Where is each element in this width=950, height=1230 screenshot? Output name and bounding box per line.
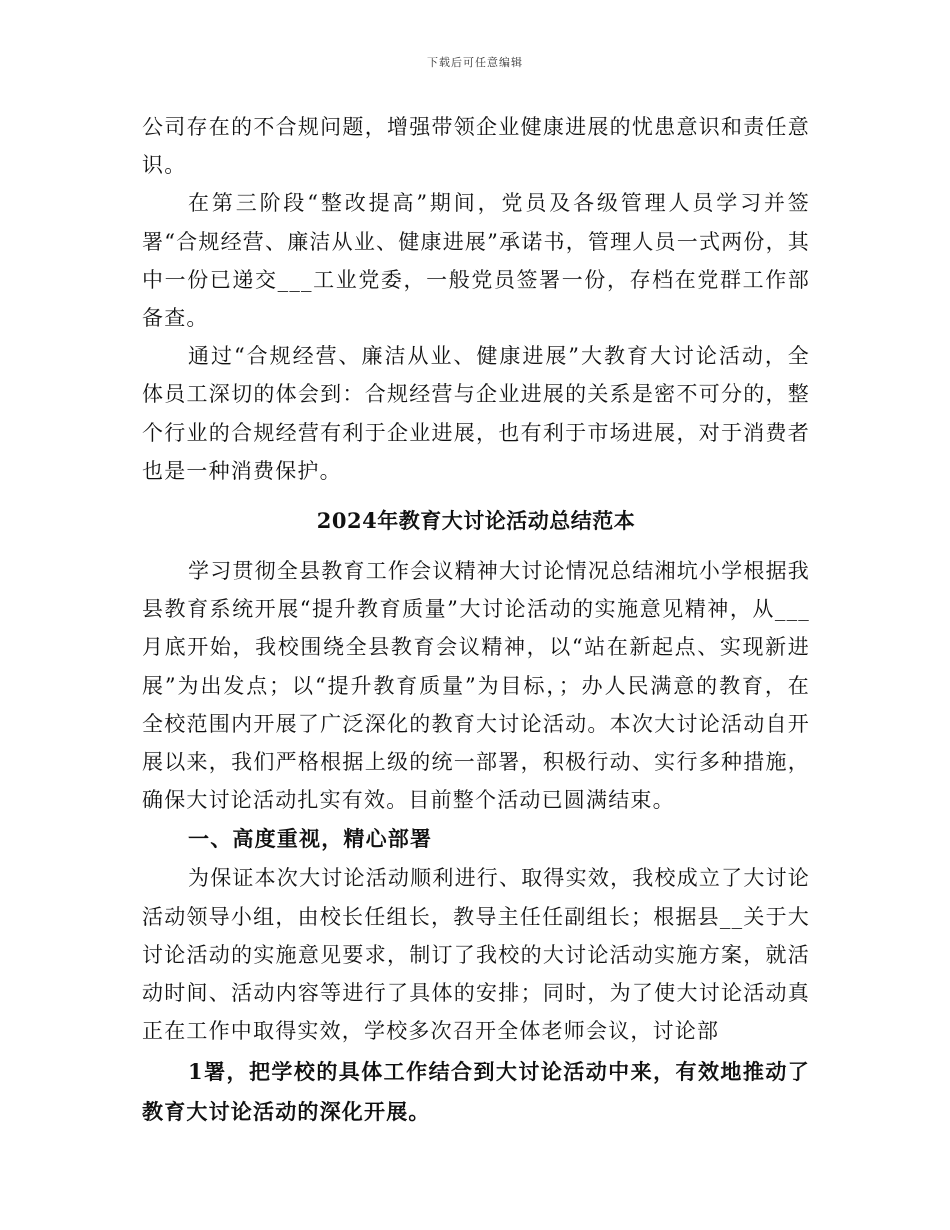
section-title: 2024年教育大讨论活动总结范本 xyxy=(316,508,636,534)
document-body xyxy=(142,108,810,1132)
paragraph-intro: 学习贯彻全县教育工作会议精神大讨论情况总结湘坑小学根据我县教育系统开展“提升教育质量”大讨论活动的实施意见精神，从___月底开始，我校围绕全县教育会议精神，以“站在新起点、实现新进展”为出发点；以“提升教育质量”为目标，；办人民满意的教育，在全校范围内开展了广泛深化的教育大讨论活动。本次大讨论活动自开展以来，我们严格根据上级的统一部署，积极行动、实行多种措施，确保大讨论活动扎实有效。目前整个活动已圆满结束。 xyxy=(142,559,810,813)
paragraph-body-1: 为保证本次大讨论活动顺利进行、取得实效，我校成立了大讨论活动领导小组，由校长任组长，教导主任任副组长；根据县__关于大讨论活动的实施意见要求，制订了我校的大讨论活动实施方案，就活动时间、活动内容等进行了具体的安排；同时，为了使大讨论活动真正在工作中取得实效，学校多次召开全体老师会议，讨论部 xyxy=(142,866,810,1044)
paragraph-education-result: 通过“合规经营、廉洁从业、健康进展”大教育大讨论活动，全体员工深切的体会到：合规经营与企业进展的关系是密不可分的，整个行业的合规经营有利于企业进展，也有利于市场进展，对于消费者也是一种消费保护。 xyxy=(142,344,810,483)
header-note: 下载后可任意编辑 xyxy=(427,56,523,69)
section-heading-1: 一、高度重视，精心部署 xyxy=(188,826,433,852)
paragraph-continuation: 公司存在的不合规问题，增强带领企业健康进展的忧患意识和责任意识。 xyxy=(142,115,810,178)
paragraph-third-stage: 在第三阶段“整改提高”期间，党员及各级管理人员学习并签署“合规经营、廉洁从业、健康进展”承诺书，管理人员一式两份，其中一份已递交___工业党委，一般党员签署一份，存档在党群工作部备查。 xyxy=(142,191,810,331)
paragraph-bold-tail: 1署，把学校的具体工作结合到大讨论活动中来，有效地推动了教育大讨论活动的深化开展。 xyxy=(142,1059,810,1125)
